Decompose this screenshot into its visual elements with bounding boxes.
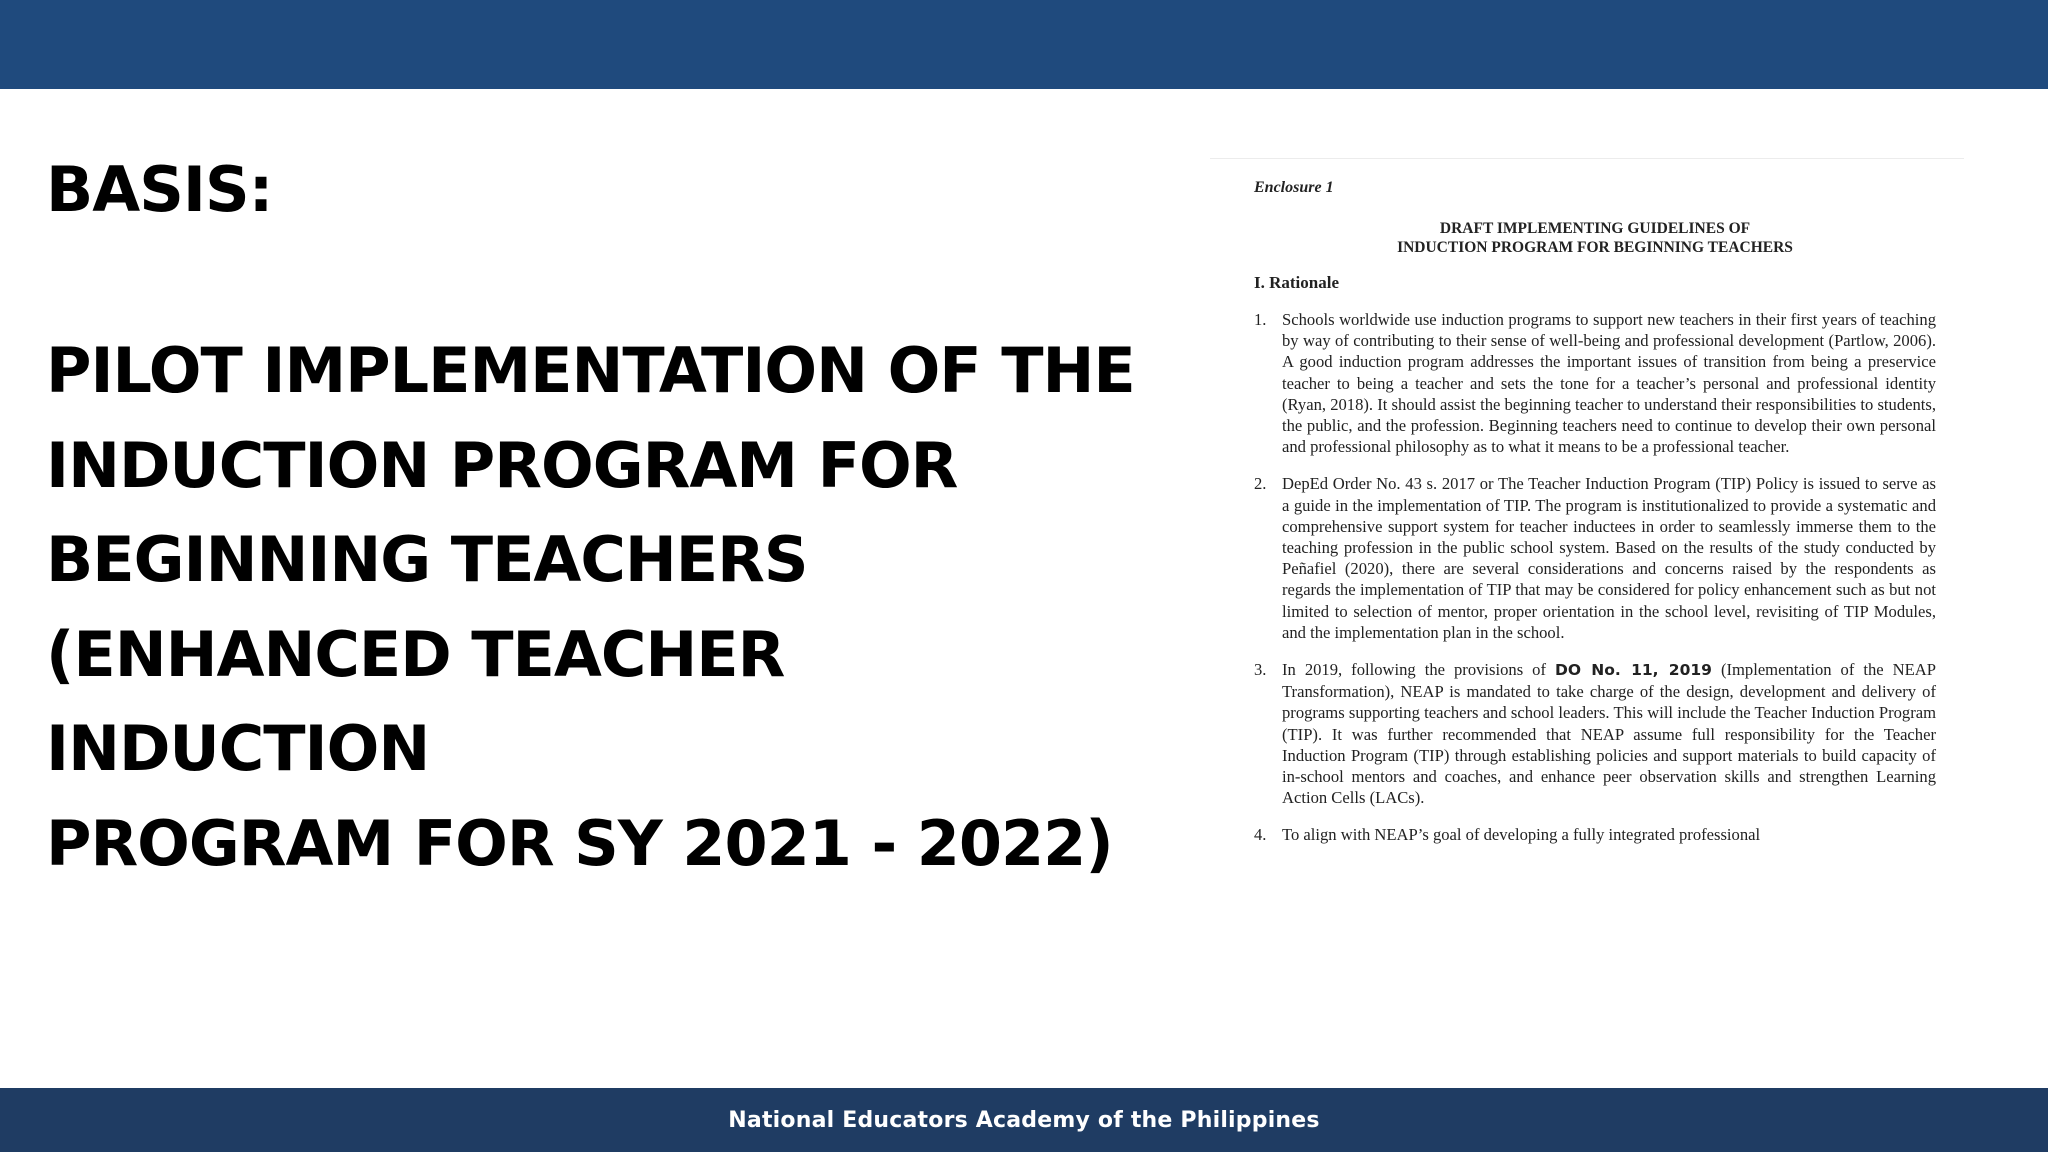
title-line: PILOT IMPLEMENTATION OF THE [46,334,1135,407]
list-item-text: Schools worldwide use induction programs to support new teachers in their first years of teaching by way of contributing to their sense of well-being and professional development (Partlow, 2006). A good induction program addresses the important issues of transition from being a preservice teacher to being a teacher and sets the tone for a teacher’s personal and professional identity (Ryan, 2018). It should assist the beginning teacher to understand their responsibilities to students, the public, and the profession. Beginning teachers need to continue to develop their own personal and professional philosophy as to what it means to be a professional teacher. [1282,310,1936,457]
title-line: PROGRAM FOR SY 2021 - 2022) [46,806,1113,880]
list-item-number: 2. [1254,474,1267,494]
list-item-text: DepEd Order No. 43 s. 2017 or The Teacher Induction Program (TIP) Policy is issued to serve as a guide in the implementation of TIP. The program is institutionalized to provide a systematic and comprehensive support system for teacher inductees in order to seamlessly immerse them to the teaching profession in the public school system. Based on the results of the study conducted by Peñafiel (2020), there are several considerations and concerns raised by the respondents as regards the implementation of TIP that may be considered for policy enhancement such as but not limited to selection of mentor, proper orientation in the school level, revisiting of TIP Modules, and the implementation plan in the school. [1282,474,1936,642]
basis-heading: BASIS: [46,153,273,226]
title-line: INDUCTION PROGRAM FOR [46,428,958,502]
title-line: INDUCTION [46,712,430,785]
list-item-number: 3. [1254,660,1267,680]
section-heading: I. Rationale [1254,273,1339,292]
document-title [1254,219,1936,257]
list-item [1254,824,1936,845]
header-bar [0,0,2048,89]
order-reference: DO No. 11, 2019 [1555,661,1712,680]
document-title-line: INDUCTION PROGRAM FOR BEGINNING TEACHERS [1397,239,1793,256]
list-item-text: To align with NEAP’s goal of developing a fully integrated professional [1282,825,1761,845]
footer-organization: National Educators Academy of the Philippines [728,1107,1320,1133]
list-item-number: 4. [1254,825,1267,845]
document-title-line: DRAFT IMPLEMENTING GUIDELINES OF [1439,220,1751,237]
document-excerpt-image [1210,158,1964,1001]
list-item-number: 1. [1254,310,1267,329]
enclosure-label: Enclosure 1 [1254,179,1334,196]
footer-bar [0,1088,2048,1152]
list-item-text-part: In 2019, following the provisions of [1282,660,1555,680]
slide-text-block [46,146,1166,891]
list-item [1254,473,1936,643]
title-line: BEGINNING TEACHERS [46,523,808,596]
list-item-text-part: (Implementation of the NEAP Transformation), NEAP is mandated to take charge of the design, development and delivery of programs supporting teachers and school leaders. This will include the Teacher Induction Program (TIP). It was further recommended that NEAP assume full responsibility for the Teacher Induction Program (TIP) through establishing policies and support materials to build capacity of in-school mentors and coaches, and enhance peer observation skills and strengthen Learning Action Cells (LACs). [1282,660,1936,808]
list-item [1254,659,1936,808]
list-item-text [1282,659,1936,808]
title-line: (ENHANCED TEACHER [46,617,785,691]
list-item [1254,309,1936,457]
slide-title [46,324,1166,891]
